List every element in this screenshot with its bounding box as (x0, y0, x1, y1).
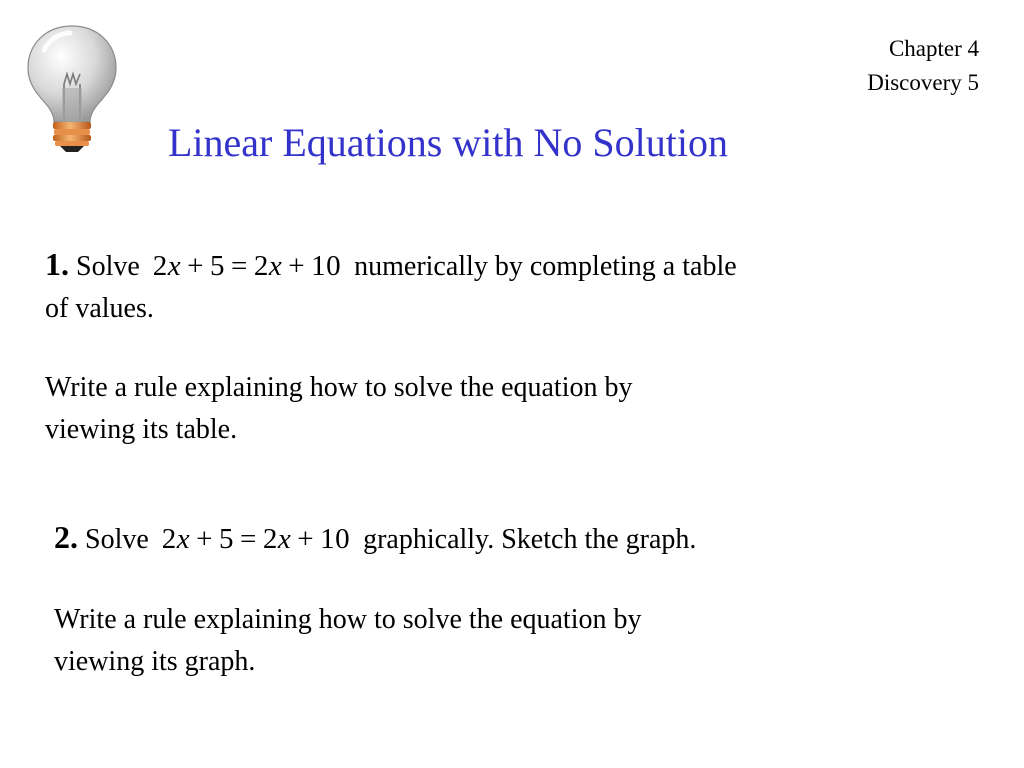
problem-1-statement (45, 243, 737, 330)
problem-2-number: 2. (54, 519, 78, 555)
problem-2-equation: 2x + 5 = 2x + 10 (161, 523, 351, 555)
problem-1-instruction-cont: of values. (45, 293, 154, 324)
problem-1-instruction: numerically by completing a table (354, 251, 737, 282)
problem-1-solve-word: Solve (76, 251, 140, 282)
problem-1-number: 1. (45, 246, 69, 282)
slide-title: Linear Equations with No Solution (168, 120, 728, 165)
problem-1-equation: 2x + 5 = 2x + 10 (152, 250, 342, 282)
chapter-number: Chapter 4 (888, 36, 979, 61)
problem-2-solve-word: Solve (85, 524, 149, 555)
problem-2-instruction: graphically. Sketch the graph. (363, 524, 697, 555)
problem-2-rule: Write a rule explaining how to solve the equation by viewing its graph. (54, 604, 642, 677)
chapter-label (867, 32, 979, 100)
discovery-number: Discovery 5 (867, 70, 979, 95)
problem-2-statement (54, 516, 696, 561)
light-bulb-icon (22, 22, 122, 154)
problem-1-rule: Write a rule explaining how to solve the equation by viewing its table. (45, 372, 633, 445)
